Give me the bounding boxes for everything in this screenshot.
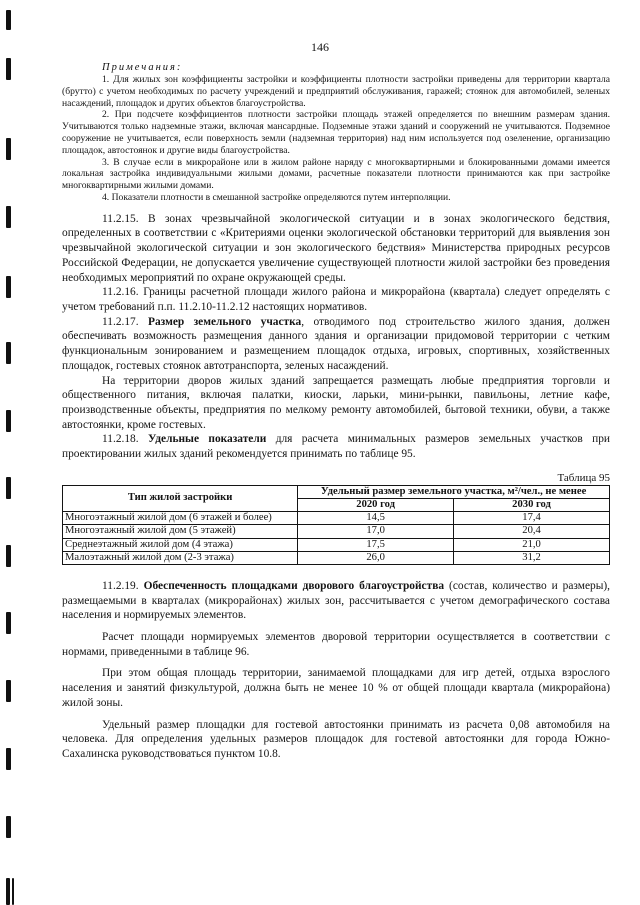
column-header-group: Удельный размер земельного участка, м²/чел., не менее [298, 485, 610, 498]
document-body [62, 62, 610, 762]
column-header-2020: 2020 год [298, 498, 454, 511]
notes-heading: Примечания: [102, 62, 183, 73]
paragraph-number: 11.2.19. [102, 579, 139, 592]
paragraph-11-2-16 [62, 285, 610, 314]
cell-2030: 20,4 [454, 525, 610, 538]
table-label: Таблица 95 [557, 471, 610, 484]
paragraph-text: На территории дворов жилых зданий запрещается размещать любые предприятия торговли и общественного питания, включая палатки, киоски, ларьки, мини-рынки, павильоны, летние кафе, производственные объекты, предприятия по мелкому ремонту автомобилей, бытовой техники, обуви, а также автостоянки, кроме гостевых. [62, 374, 610, 431]
paragraph-yard-restrictions [62, 374, 610, 433]
cell-type: Малоэтажный жилой дом (2-3 этажа) [63, 551, 298, 564]
note-item: 2. При подсчете коэффициентов плотности застройки площадь этажей определяется по внешним размерам здания. Учитываются только надземные этажи, включая мансардные. Подземные этажи зданий и сооружений не учитываются. Подземное сооружение не учитывается, если поверхность земли (надземная территория) над ним используется под озеленение, организацию площадок, автостоянок и другие виды благоустройства. [62, 109, 610, 156]
cell-2030: 31,2 [454, 551, 610, 564]
cell-2020: 17,0 [298, 525, 454, 538]
paragraph-bold-term: Размер земельного участка [148, 315, 302, 328]
paragraph-text: При этом общая площадь территории, занимаемой площадками для игр детей, отдыха взрослого населения и занятий физкультурой, должна быть не менее 10 % от общей площади квартала (микрорайона) жилой зоны. [62, 667, 610, 709]
land-plot-size-table [62, 485, 610, 565]
paragraph-bold-term: Удельные показатели [148, 433, 267, 446]
page-number: 146 [311, 40, 329, 54]
paragraph-text: В зонах чрезвычайной экологической ситуации и в зонах экологического бедствия, определенных в соответствии с «Критериями оценки экологической обстановки территорий для выявления зон чрезвычайной экологической ситуации и зон экологического бедствия» Министерства природных ресурсов Российской Федерации, не допускается увеличение существующей плотности жилой застройки без проведения необходимых мероприятий по охране окружающей среды. [62, 212, 610, 284]
paragraph-11-2-19 [62, 579, 610, 623]
paragraph-text: для расчета минимальных размеров земельных участков при проектировании жилых зданий рекомендуется принимать по таблице 95. [62, 433, 610, 461]
cell-type: Многоэтажный жилой дом (6 этажей и более) [63, 512, 298, 525]
cell-2030: 21,0 [454, 538, 610, 551]
paragraph-11-2-18 [62, 432, 610, 461]
table-row [63, 551, 610, 564]
paragraph-bold-term: Обеспеченность площадками дворового благоустройства [143, 579, 445, 592]
column-header-type: Тип жилой застройки [63, 485, 298, 511]
paragraph-number: 11.2.17. [102, 315, 139, 328]
paragraph-text: (состав, количество и размеры), размещаемыми в кварталах (микрорайонах) жилых зон, рассчитывается с учетом демографического состава населения и нормируемых элементов. [62, 579, 610, 622]
table-row [63, 525, 610, 538]
paragraph-guest-parking [62, 718, 610, 762]
paragraph-total-area [62, 666, 610, 710]
paragraph-11-2-17 [62, 315, 610, 374]
note-item: 1. Для жилых зон коэффициенты застройки и коэффициенты плотности застройки приведены для территории квартала (брутто) с учетом необходимых по расчету учреждений и предприятий обслуживания, гаражей; стоянок для автомобилей, зеленых насаждений, площадок и других объектов благоустройства. [62, 74, 610, 109]
note-item: 3. В случае если в микрорайоне или в жилом районе наряду с многоквартирными и блокированными домами имеется локальная застройка индивидуальными жилыми домами, расчетные показатели плотности принимаются как при застройке многоквартирными жилыми домами. [62, 156, 610, 192]
cell-type: Среднеэтажный жилой дом (4 этажа) [63, 538, 298, 551]
cell-2020: 17,5 [298, 538, 454, 551]
paragraph-text: Расчет площади нормируемых элементов дворовой территории осуществляется в соответствии с нормами, приведенными в таблице 96. [62, 631, 610, 658]
paragraph-number: 11.2.15. [102, 212, 139, 225]
note-item: 4. Показатели плотности в смешанной застройке определяются путем интерполяции. [102, 191, 451, 203]
paragraph-text: Границы расчетной площади жилого района и микрорайона (квартала) следует определять с учетом требований п.п. 11.2.10-11.2.12 настоящих нормативов. [62, 286, 610, 313]
paragraph-text: , отводимого под строительство жилого здания, должен обеспечивать возможность размещения данного здания и организации придомовой территории с четким функциональным зонированием и размещением площадок отдыха, игровых, спортивных, хозяйственных площадок, гостевых стоянок автотранспорта, зеленых насаждений. [62, 315, 611, 372]
paragraph-number: 11.2.16. [102, 286, 139, 299]
table-row [63, 538, 610, 551]
paragraph-calculation [62, 630, 610, 659]
cell-2020: 26,0 [298, 551, 454, 564]
notes-section [62, 62, 610, 204]
paragraph-11-2-15 [62, 212, 610, 286]
cell-type: Многоэтажный жилой дом (5 этажей) [63, 525, 298, 538]
binding-edge-marks [0, 0, 20, 905]
paragraph-text: Удельный размер площадки для гостевой автостоянки принимать из расчета 0,08 автомобиля на человека. Для определения удельных размеров площадок для гостевой автостоянки для города Южно-Сахалинска руководствоваться пунктом 10.8. [62, 718, 610, 760]
paragraph-number: 11.2.18. [102, 433, 139, 446]
cell-2030: 17,4 [454, 512, 610, 525]
cell-2020: 14,5 [298, 512, 454, 525]
table-row [63, 512, 610, 525]
column-header-2030: 2030 год [454, 498, 610, 511]
